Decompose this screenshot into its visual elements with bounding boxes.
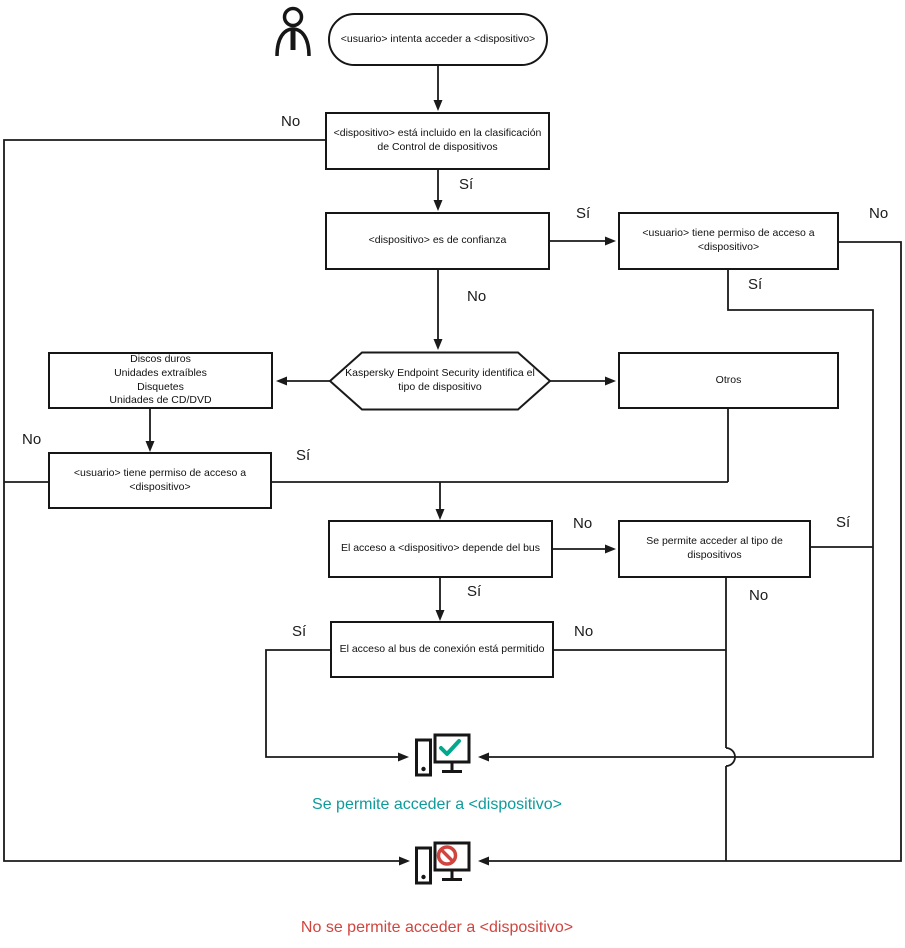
device-type-line: Unidades extraíbles (114, 366, 207, 379)
edge-label-yes-classification: Sí (459, 176, 474, 193)
edge-label-yes-trusted: Sí (576, 205, 591, 222)
node-bus-allowed-label: El acceso al bus de conexión está permitido (339, 642, 545, 655)
edge-label-yes-type-allowed: Sí (836, 514, 851, 531)
person-icon (274, 6, 312, 58)
node-bus-allowed (330, 621, 554, 678)
node-others-label: Otros (715, 373, 742, 386)
edge-label-yes-bus-depends: Sí (467, 583, 482, 600)
device-type-line: Unidades de CD/DVD (109, 394, 212, 407)
node-user-permission-top-label: <usuario> tiene permiso de acceso a <dispositivo> (642, 227, 815, 253)
device-type-line: Disquetes (137, 380, 184, 393)
edge-label-yes-permission-top: Sí (748, 276, 763, 293)
computer-check-icon (414, 733, 472, 781)
node-start-label: <usuario> intenta acceder a <dispositivo> (340, 32, 536, 45)
edge-label-no-bus-allowed: No (574, 623, 594, 640)
node-classification (325, 112, 550, 170)
node-bus-depends-label: El acceso a <dispositivo> depende del bus (340, 542, 541, 555)
computer-blocked-icon (414, 841, 472, 889)
node-start (328, 13, 548, 66)
node-trusted (325, 212, 550, 270)
node-type-allowed-label: Se permite acceder al tipo de dispositivos (646, 535, 783, 561)
node-identify (345, 355, 535, 407)
edge-label-yes-permission-left: Sí (296, 447, 311, 464)
node-bus-depends (328, 520, 553, 578)
edge-label-no-bus-depends: No (573, 515, 593, 532)
node-device-types (48, 352, 273, 409)
node-type-allowed (618, 520, 811, 578)
result-denied-caption: No se permite acceder a <dispositivo> (300, 919, 574, 936)
node-classification-label: <dispositivo> está incluido en la clasificación de Control de dispositivos (333, 127, 542, 153)
node-user-permission-left-label: <usuario> tiene permiso de acceso a <dispositivo> (73, 466, 247, 493)
node-identify-label: Kaspersky Endpoint Security identifica el tipo de dispositivo (345, 367, 535, 393)
edge-label-no-permission-left: No (22, 431, 42, 448)
node-user-permission-left (48, 452, 272, 509)
result-allowed-caption: Se permite acceder a <dispositivo> (312, 796, 562, 813)
edge-label-no-trusted: No (467, 288, 487, 305)
node-others (618, 352, 839, 409)
node-trusted-label: <dispositivo> es de confianza (368, 234, 507, 247)
edge-label-no-permission-top: No (869, 205, 889, 222)
edge-label-no-classification: No (281, 113, 301, 130)
node-user-permission-top (618, 212, 839, 270)
edge-label-no-type-allowed: No (749, 587, 769, 604)
device-type-line: Discos duros (130, 353, 191, 366)
edge-label-yes-bus-allowed: Sí (292, 623, 307, 640)
